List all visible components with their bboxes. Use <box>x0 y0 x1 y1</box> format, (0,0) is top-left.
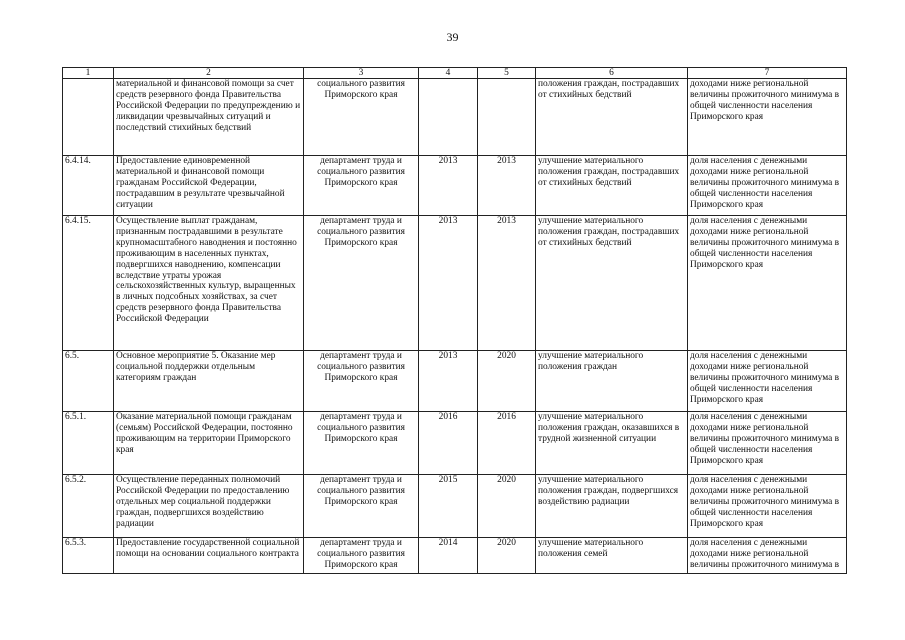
table-row <box>63 351 847 412</box>
start-year <box>419 79 478 156</box>
responsible-executor: департамент труда и социального развития Приморского края <box>304 412 419 475</box>
responsible-executor: социального развития Приморского края <box>304 79 419 156</box>
expected-result: улучшение материального положения граждан, пострадавших от стихийных бедствий <box>536 156 688 216</box>
responsible-executor: департамент труда и социального развития Приморского края <box>304 475 419 538</box>
target-indicator: доходами ниже региональной величины прожиточного минимума в общей численности населения Приморского края <box>688 79 847 156</box>
column-number-header-row <box>63 68 847 79</box>
end-year: 2020 <box>478 351 536 412</box>
row-number: 6.5.1. <box>63 412 114 475</box>
table-row <box>63 156 847 216</box>
measure-text: Оказание материальной помощи гражданам (семьям) Российской Федерации, постоянно проживающим на территории Приморского края <box>114 412 304 475</box>
page-number: 39 <box>446 30 459 44</box>
start-year: 2016 <box>419 412 478 475</box>
column-header-4: 4 <box>419 68 478 79</box>
row-number: 6.5. <box>63 351 114 412</box>
end-year: 2016 <box>478 412 536 475</box>
measure-text: Предоставление единовременной материальной и финансовой помощи гражданам Российской Федерации, пострадавшим в результате чрезвычайной ситуации <box>114 156 304 216</box>
target-indicator: доля населения с денежными доходами ниже региональной величины прожиточного минимума в общей численности населения Приморского края <box>688 475 847 538</box>
target-indicator: доля населения с денежными доходами ниже региональной величины прожиточного минимума в общей численности населения Приморского края <box>688 216 847 351</box>
column-header-5: 5 <box>478 68 536 79</box>
expected-result: улучшение материального положения граждан, подвергшихся воздействию радиации <box>536 475 688 538</box>
expected-result: положения граждан, пострадавших от стихийных бедствий <box>536 79 688 156</box>
table-row <box>63 538 847 574</box>
target-indicator: доля населения с денежными доходами ниже региональной величины прожиточного минимума в общей численности населения Приморского края <box>688 351 847 412</box>
table-row <box>63 412 847 475</box>
column-header-3: 3 <box>304 68 419 79</box>
expected-result: улучшение материального положения граждан, пострадавших от стихийных бедствий <box>536 216 688 351</box>
column-header-7: 7 <box>688 68 847 79</box>
table-row <box>63 216 847 351</box>
row-number: 6.5.2. <box>63 475 114 538</box>
expected-result: улучшение материального положения граждан, оказавшихся в трудной жизненной ситуации <box>536 412 688 475</box>
row-number: 6.4.14. <box>63 156 114 216</box>
column-header-1: 1 <box>63 68 114 79</box>
start-year: 2013 <box>419 156 478 216</box>
start-year: 2014 <box>419 538 478 574</box>
table-row <box>63 79 847 156</box>
row-number <box>63 79 114 156</box>
target-indicator: доля населения с денежными доходами ниже региональной величины прожиточного минимума в <box>688 538 847 574</box>
measures-table <box>62 67 847 574</box>
table-row <box>63 475 847 538</box>
end-year: 2013 <box>478 156 536 216</box>
start-year: 2013 <box>419 216 478 351</box>
start-year: 2013 <box>419 351 478 412</box>
start-year: 2015 <box>419 475 478 538</box>
target-indicator: доля населения с денежными доходами ниже региональной величины прожиточного минимума в общей численности населения Приморского края <box>688 156 847 216</box>
end-year: 2020 <box>478 538 536 574</box>
measure-text: Основное мероприятие 5. Оказание мер социальной поддержки отдельным категориям граждан <box>114 351 304 412</box>
expected-result: улучшение материального положения граждан <box>536 351 688 412</box>
responsible-executor: департамент труда и социального развития Приморского края <box>304 538 419 574</box>
expected-result: улучшение материального положения семей <box>536 538 688 574</box>
column-header-6: 6 <box>536 68 688 79</box>
target-indicator: доля населения с денежными доходами ниже региональной величины прожиточного минимума в общей численности населения Приморского края <box>688 412 847 475</box>
end-year <box>478 79 536 156</box>
responsible-executor: департамент труда и социального развития Приморского края <box>304 156 419 216</box>
end-year: 2013 <box>478 216 536 351</box>
end-year: 2020 <box>478 475 536 538</box>
responsible-executor: департамент труда и социального развития Приморского края <box>304 351 419 412</box>
row-number: 6.4.15. <box>63 216 114 351</box>
responsible-executor: департамент труда и социального развития Приморского края <box>304 216 419 351</box>
measure-text: Предоставление государственной социальной помощи на основании социального контракта <box>114 538 304 574</box>
measure-text: Осуществление выплат гражданам, признанным пострадавшими в результате крупномасштабного наводнения и постоянно проживающим в населенных пунктах, подвергшихся наводнению, компенсации вследствие утраты урожая сельскохозяйственных культур, выращенных в личных подсобных хозяйствах, за счет средств резервного фонда Правительства Российской Федерации <box>114 216 304 351</box>
measure-text: материальной и финансовой помощи за счет средств резервного фонда Правительства Российской Федерации по предупреждению и ликвидации чрезвычайных ситуаций и последствий стихийных бедствий <box>114 79 304 156</box>
column-header-2: 2 <box>114 68 304 79</box>
row-number: 6.5.3. <box>63 538 114 574</box>
measure-text: Осуществление переданных полномочий Российской Федерации по предоставлению отдельных мер социальной поддержки граждан, подвергшихся воздействию радиации <box>114 475 304 538</box>
